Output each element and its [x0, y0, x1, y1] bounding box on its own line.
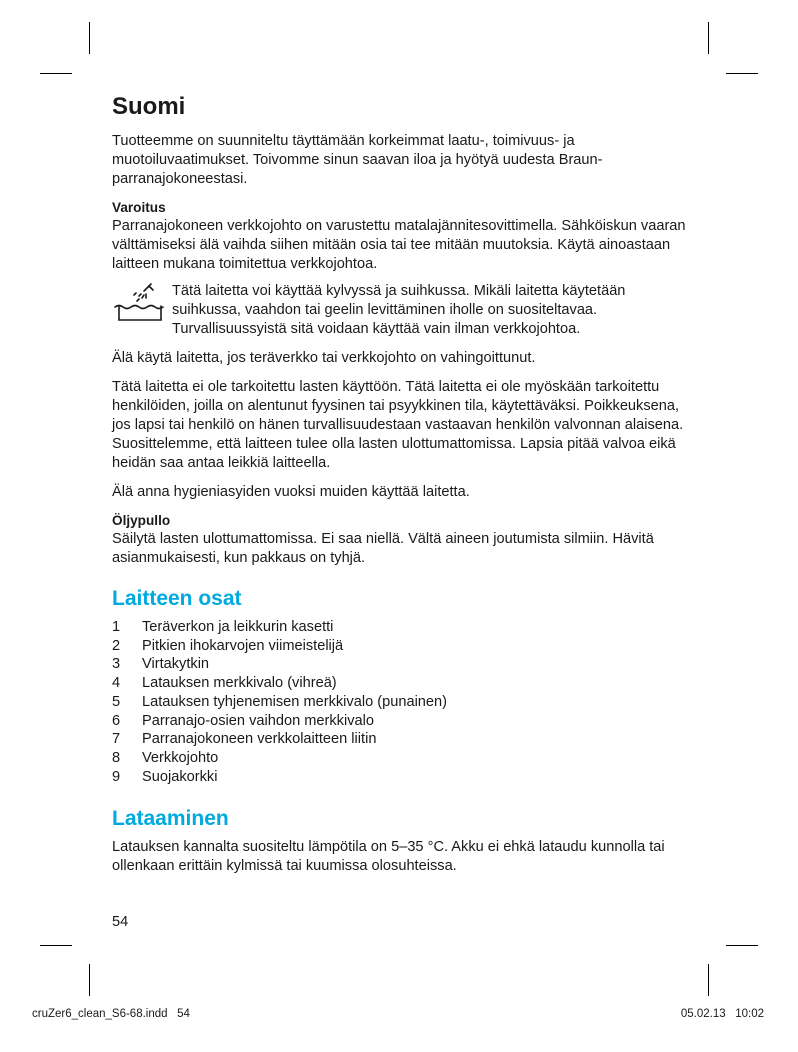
children-warning: Tätä laitetta ei ole tarkoitettu lasten käyttöön. Tätä laitetta ei ole myöskään tarkoitettu henkilöiden, joilla on alentunut fyysinen tai psyykkinen tila, käytettäväksi. Poikkeuksena, jos lapsi tai henkilö on hänen turvallisuudestaan vastaavan henkilön valvonnan alaisena. Suosittelemme, että laitteen tulee olla lasten ulottumattomissa. Lapsia pitää valvoa eikä heidän saa antaa leikkiä laitteella. — [112, 379, 684, 471]
list-item — [112, 655, 692, 674]
list-item — [112, 637, 692, 656]
charging-heading: Lataaminen — [112, 807, 229, 831]
part-number: 4 — [112, 675, 121, 692]
damaged-warning: Älä käytä laitetta, jos teräverkko tai verkkojohto on vahingoittunut. — [112, 350, 536, 366]
crop-mark-bottom-right-horizontal — [726, 945, 758, 946]
part-number: 1 — [112, 619, 121, 635]
list-item — [112, 618, 692, 637]
warning-paragraph: Parranajokoneen verkkojohto on varustettu matalajännitesovittimella. Sähköiskun vaaran välttämiseksi älä vaihda siihen mitään osia tai tee mitään muutoksia. Käytä ainoastaan laitteen mukana toimitettua verkkojohtoa. — [112, 218, 686, 272]
list-item — [112, 693, 692, 712]
slug-file-info: cruZer6_clean_S6-68.indd 54 — [32, 1008, 190, 1020]
page-content — [112, 92, 692, 876]
oil-heading: Öljypullo — [112, 513, 171, 528]
part-label: Teräverkon ja leikkurin kasetti — [142, 619, 334, 635]
parts-heading: Laitteen osat — [112, 587, 242, 610]
list-item — [112, 730, 692, 749]
crop-mark-top-right-horizontal — [726, 73, 758, 74]
part-label: Suojakorkki — [142, 768, 218, 785]
list-item — [112, 712, 692, 731]
part-label: Virtakytkin — [142, 656, 210, 673]
oil-paragraph: Säilytä lasten ulottumattomissa. Ei saa niellä. Vältä aineen joutumista silmiin. Hävitä asianmukaisesti, kun pakkaus on tyhjä. — [112, 531, 654, 566]
warning-heading: Varoitus — [112, 200, 166, 215]
part-number: 5 — [112, 693, 121, 710]
crop-mark-bottom-left-vertical — [89, 964, 90, 996]
part-number: 7 — [112, 731, 121, 748]
part-number: 9 — [112, 768, 121, 785]
hygiene-warning: Älä anna hygieniasyiden vuoksi muiden käyttää laitetta. — [112, 484, 470, 500]
crop-mark-top-left-horizontal — [40, 73, 72, 74]
slug-date: 05.02.13 10:02 — [680, 1008, 764, 1020]
part-label: Pitkien ihokarvojen viimeistelijä — [142, 637, 344, 654]
part-number: 8 — [112, 749, 121, 766]
part-label: Verkkojohto — [142, 749, 219, 766]
crop-mark-top-right-vertical — [708, 22, 709, 54]
charging-paragraph: Latauksen kannalta suositeltu lämpötila on 5–35 °C. Akku ei ehkä lataudu kunnolla tai ollenkaan erittäin kylmissä tai kuumissa olosuhteissa. — [112, 839, 665, 875]
part-label: Parranajo-osien vaihdon merkkivalo — [142, 712, 374, 729]
part-number: 2 — [112, 637, 121, 654]
page-title: Suomi — [112, 93, 186, 120]
list-item — [112, 749, 692, 768]
list-item — [112, 768, 692, 787]
crop-mark-top-left-vertical — [89, 22, 90, 54]
bath-shower-icon — [112, 282, 170, 324]
list-item — [112, 674, 692, 693]
parts-list — [112, 618, 692, 786]
part-number: 3 — [112, 656, 121, 673]
intro-paragraph: Tuotteemme on suunniteltu täyttämään korkeimmat laatu-, toimivuus- ja muotoiluvaatimukset. Toivomme sinun saavan iloa ja hyötyä uudesta Braun-parranajokoneestasi. — [112, 133, 603, 187]
page-number: 54 — [112, 914, 129, 930]
part-number: 6 — [112, 712, 121, 729]
part-label: Latauksen tyhjenemisen merkkivalo (punainen) — [142, 693, 448, 710]
part-label: Parranajokoneen verkkolaitteen liitin — [142, 731, 377, 748]
bath-notice — [112, 282, 692, 339]
crop-mark-bottom-left-horizontal — [40, 945, 72, 946]
part-label: Latauksen merkkivalo (vihreä) — [142, 675, 337, 692]
crop-mark-bottom-right-vertical — [708, 964, 709, 996]
bath-notice-text: Tätä laitetta voi käyttää kylvyssä ja suihkussa. Mikäli laitetta käytetään suihkussa, vaahdon tai geelin levittäminen iholle on suositeltavaa. Turvallisuussyistä sitä voidaan käyttää vain ilman verkkojohtoa. — [172, 283, 626, 337]
